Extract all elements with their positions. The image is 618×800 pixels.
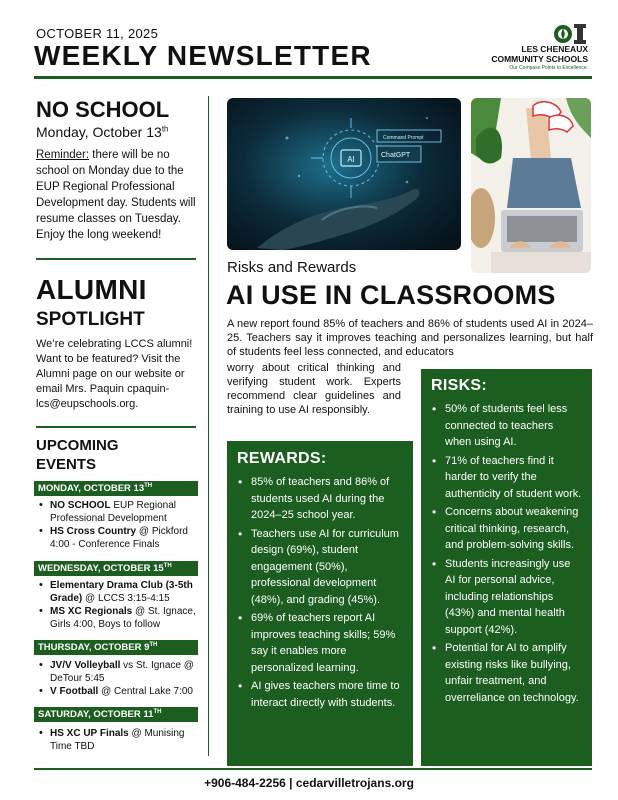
laptop-photo bbox=[471, 98, 591, 273]
article-intro-continued: worry about critical thinking and verifying student work. Experts recommend clear guidelines and training to use AI responsibly. bbox=[227, 362, 401, 416]
reminder-label: Reminder: bbox=[36, 149, 90, 161]
event-item bbox=[34, 525, 204, 551]
event-name: JV/V Volleyball bbox=[50, 660, 121, 671]
school-name-line1: LES CHENEAUX bbox=[521, 44, 588, 54]
ai-hand-image bbox=[227, 98, 461, 250]
event-day-header bbox=[34, 481, 198, 496]
event-item bbox=[34, 659, 204, 685]
event-detail: @ LCCS 3:15-4:15 bbox=[82, 593, 170, 604]
article-headline: AI USE IN CLASSROOMS bbox=[226, 280, 556, 310]
event-day-sup: TH bbox=[153, 709, 162, 715]
ai-chip-label: AI bbox=[347, 155, 355, 164]
issue-date: OCTOBER 11, 2025 bbox=[36, 26, 159, 41]
alumni-subtitle: SPOTLIGHT bbox=[36, 309, 145, 330]
no-school-date-text: Monday, October 13 bbox=[36, 124, 162, 140]
event-day-sup: TH bbox=[149, 642, 158, 648]
risk-item: • Potential for AI to amplify existing risks like bullying, unfair treatment, and overreliance on technology. bbox=[431, 640, 582, 706]
event-detail: @ St. Ignace, Girls 4:00, Boys to follow bbox=[50, 606, 196, 630]
event-name: NO SCHOOL bbox=[50, 500, 111, 511]
rewards-title: REWARDS: bbox=[237, 450, 327, 467]
ai-hand-illustration bbox=[227, 98, 461, 250]
event-day-label: WEDNESDAY, OCTOBER 15 bbox=[38, 563, 164, 575]
event-day-sup: TH bbox=[144, 483, 153, 489]
event-name: Elementary Drama Club (3-5th Grade) bbox=[50, 580, 193, 604]
no-school-body bbox=[36, 147, 196, 243]
event-detail: @ Central Lake 7:00 bbox=[98, 686, 193, 697]
command-prompt-label: Command Prompt bbox=[383, 135, 424, 141]
event-item bbox=[34, 579, 204, 605]
school-name-line2: COMMUNITY SCHOOLS bbox=[491, 54, 588, 64]
column-divider bbox=[208, 96, 209, 756]
risk-item: • 50% of students feel less connected to teachers when using AI. bbox=[431, 401, 582, 451]
reward-item: • AI gives teachers more time to interact directly with students. bbox=[237, 678, 403, 711]
article-intro: A new report found 85% of teachers and 86% of students used AI in 2024–25. Teachers say it improves teaching and personalizes learning, but half of students feel less connected, and educators bbox=[227, 318, 593, 358]
event-detail: @ Pickford 4:00 - Conference Finals bbox=[50, 526, 188, 550]
risk-item: • 71% of teachers find it harder to verify the authenticity of student work. bbox=[431, 453, 582, 503]
section-divider bbox=[36, 426, 196, 428]
risks-list bbox=[431, 401, 582, 706]
no-school-title: NO SCHOOL bbox=[36, 97, 170, 122]
chatgpt-label: ChatGPT bbox=[381, 152, 411, 159]
event-name: V Football bbox=[50, 686, 99, 697]
no-school-date-suffix: th bbox=[161, 124, 169, 134]
alumni-title: ALUMNI bbox=[36, 274, 147, 305]
event-item bbox=[34, 499, 204, 525]
school-tagline: Our Compass Points to Excellence. bbox=[509, 65, 588, 71]
event-detail: @ Munising Time TBD bbox=[50, 728, 185, 752]
footer-divider bbox=[34, 768, 592, 770]
event-item bbox=[34, 605, 204, 631]
article-kicker: Risks and Rewards bbox=[227, 259, 357, 276]
no-school-text: there will be no school on Monday due to the EUP Regional Professional Development day. Students will resume classes on Tuesday. Enjoy the long weekend! bbox=[36, 149, 196, 241]
event-name: HS Cross Country bbox=[50, 526, 137, 537]
event-detail: EUP Regional Professional Development bbox=[50, 500, 176, 524]
event-day-label: MONDAY, OCTOBER 13 bbox=[38, 483, 145, 495]
event-item bbox=[34, 685, 204, 698]
event-list bbox=[34, 499, 204, 551]
section-divider bbox=[36, 258, 196, 260]
reward-item: • 85% of teachers and 86% of students used AI during the 2024–25 school year. bbox=[237, 474, 403, 524]
event-day-label: THURSDAY, OCTOBER 9 bbox=[38, 642, 150, 654]
event-name: HS XC UP Finals bbox=[50, 728, 129, 739]
risk-item: • Concerns about weakening critical thinking, research, and problem-solving skills. bbox=[431, 504, 582, 554]
event-detail: vs St. Ignace @ DeTour 5:45 bbox=[50, 660, 194, 684]
reward-item: • 69% of teachers report AI improves teaching skills; 59% say it enables more personalized learning. bbox=[237, 610, 403, 676]
header-divider bbox=[34, 76, 592, 79]
event-day-header bbox=[34, 640, 198, 655]
event-item bbox=[34, 727, 204, 753]
school-logo bbox=[458, 22, 588, 72]
events-title: UPCOMING EVENTS bbox=[36, 437, 119, 473]
rewards-list bbox=[237, 474, 403, 711]
event-day-header bbox=[34, 707, 198, 722]
risk-item: • Students increasingly use AI for personal advice, including relationships (43%) and mental health support (42%). bbox=[431, 556, 582, 639]
compass-logo-icon bbox=[554, 22, 588, 46]
reward-item: • Teachers use AI for curriculum design (69%), student engagement (50%), professional development (48%), and grading (45%). bbox=[237, 526, 403, 609]
no-school-date bbox=[36, 124, 168, 140]
event-list bbox=[34, 727, 204, 753]
event-day-sup: TH bbox=[163, 563, 172, 569]
alumni-body: We’re celebrating LCCS alumni! Want to be featured? Visit the Alumni page on our website or email Mrs. Paquin cpaquin-lcs@eupschools.org. bbox=[36, 338, 193, 410]
rewards-box bbox=[227, 441, 413, 766]
newsletter-title: WEEKLY NEWSLETTER bbox=[34, 40, 372, 71]
event-day-header bbox=[34, 561, 198, 576]
laptop-illustration bbox=[471, 98, 591, 273]
risks-title: RISKS: bbox=[431, 377, 488, 394]
risks-box bbox=[421, 369, 592, 766]
event-list bbox=[34, 579, 204, 631]
event-list bbox=[34, 659, 204, 698]
event-name: MS XC Regionals bbox=[50, 606, 133, 617]
event-day-label: SATURDAY, OCTOBER 11 bbox=[38, 709, 154, 721]
footer-contact: +906-484-2256 | cedarvilletrojans.org bbox=[204, 776, 414, 790]
